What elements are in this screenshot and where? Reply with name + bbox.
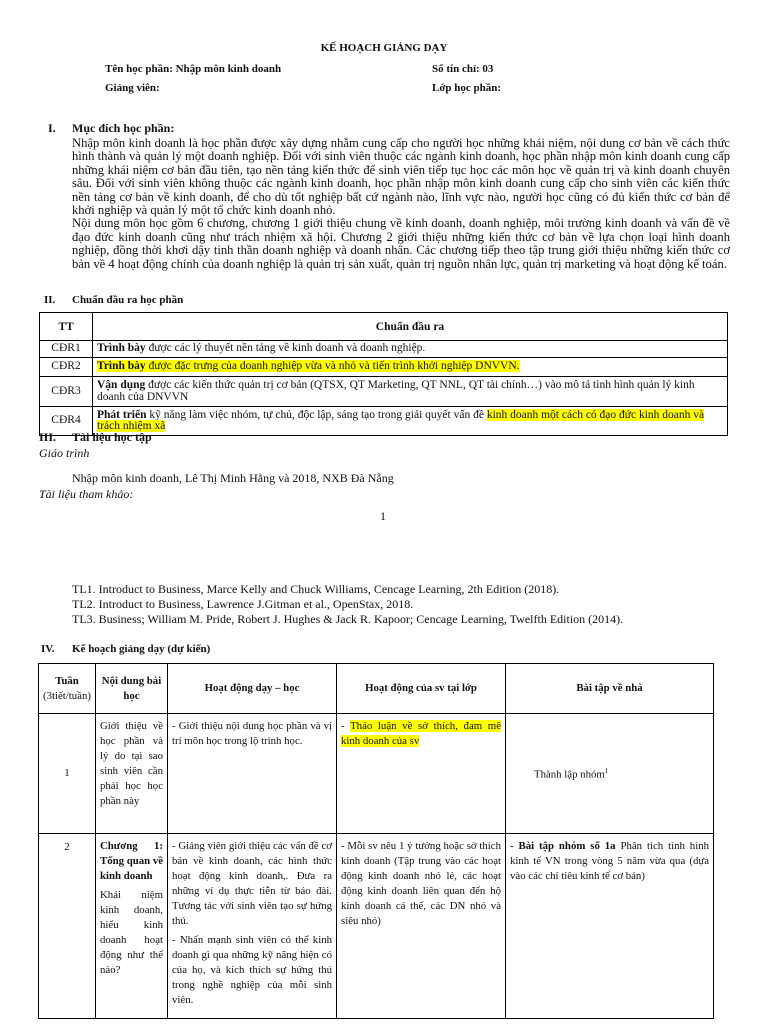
outcome-code: CĐR4	[40, 407, 93, 436]
teaching-item: - Nhấn mạnh sinh viên có thể kinh doanh gì qua những kỹ năng hiện có của họ, và kích thích sự hứng thú trong nghề nghiệp của mỗi sinh viên.	[172, 934, 332, 1006]
chapter-title: Chương 1: Tổng quan về kinh doanh	[100, 840, 164, 882]
outcome-code: CĐR1	[40, 341, 93, 358]
homework	[506, 714, 714, 834]
page-number: 1	[380, 509, 386, 523]
lesson-content	[96, 834, 168, 1019]
outcome-row	[40, 377, 728, 407]
outcome-code: CĐR3	[40, 377, 93, 407]
teaching-item: - Giới thiệu nội dung học phần và vị trí môn học trong lộ trình học.	[172, 720, 332, 747]
outcome-text	[93, 341, 728, 358]
week-number: 1	[39, 714, 96, 834]
section-1-number: I.	[48, 121, 56, 135]
class-section: Lớp học phần:	[432, 82, 502, 94]
header-homework: Bài tập về nhà	[506, 664, 714, 714]
course-name: Tên học phần: Nhập môn kinh doanh	[105, 63, 282, 75]
section-3-number: III.	[39, 430, 57, 444]
homework-text: Thành lập nhóm	[534, 768, 605, 781]
outcome-highlight	[97, 360, 520, 372]
credits: Số tín chỉ: 03	[432, 63, 494, 75]
reference-item: TL2. Introduct to Business, Lawrence J.Gitman et al., OpenStax, 2018.	[72, 597, 414, 611]
outcome-highlight: kinh doanh một cách có đạo đức kinh doanh và trách nhiệm xã	[97, 408, 705, 432]
student-activity-text: - Mỗi sv nêu 1 ý tưởng hoặc sở thích kinh doanh (Tập trung vào các hoạt động kinh doanh nhỏ lẻ, các hoạt động kinh doanh liên quan đến hộ kinh doanh cá thể, các DN nhỏ và siêu nhỏ)	[341, 840, 501, 927]
lesson-description: Giới thiệu về học phần và lý do tại sao sinh viên cần phải học học phần này	[100, 720, 163, 807]
outcome-code: CĐR2	[40, 358, 93, 377]
section-2-number: II.	[44, 294, 56, 306]
learning-outcomes-table	[39, 312, 728, 436]
section-1-body	[72, 137, 730, 271]
section-2-title: Chuẩn đầu ra học phần	[72, 294, 184, 306]
outcome-verb: Phát triển	[97, 408, 147, 421]
homework-title: - Bài tập nhóm số 1a	[510, 840, 616, 852]
student-activity-text: Thảo luận về sở thích, đam mê kinh doanh của sv	[341, 720, 502, 747]
header-tt: TT	[40, 313, 93, 341]
outcome-row	[40, 341, 728, 358]
lesson-content	[96, 714, 168, 834]
outcome-desc: được các kiến thức quản trị cơ bản (QTSX, QT Marketing, QT NNL, QT tài chính…) vào mô tả tình hình quản lý kinh doanh của DNVVN	[97, 379, 695, 403]
outcome-verb: Trình bày	[97, 360, 146, 373]
student-prefix: -	[341, 720, 351, 732]
student-activity	[337, 714, 506, 834]
references-label: Tài liệu tham khảo:	[39, 487, 134, 501]
header-week-sub: (3tiết/tuần)	[43, 689, 91, 702]
outcome-verb: Trình bày	[97, 342, 146, 355]
homework	[506, 834, 714, 1019]
reference-item: TL1. Introduct to Business, Marce Kelly and Chuck Williams, Cencage Learning, 2th Edition (2018).	[72, 582, 560, 596]
header-week	[39, 664, 96, 714]
table-header-row	[40, 313, 728, 341]
week-number: 2	[39, 834, 96, 1019]
lecturer: Giảng viên:	[105, 82, 160, 94]
section-1-title: Mục đích học phần:	[72, 121, 175, 135]
lesson-description: Khái niệm kinh doanh, hiểu kinh doanh hoạt động như thế nào?	[100, 889, 163, 976]
outcome-desc: kỹ năng làm việc nhóm, tự chủ, độc lập, sáng tạo trong giải quyết vấn đề	[146, 408, 487, 421]
header-week-label: Tuần	[55, 674, 79, 687]
reference-list	[72, 582, 623, 627]
purpose-paragraph-2: Nội dung môn học gồm 6 chương, chương 1 giới thiệu chung về kinh doanh, doanh nghiệp, môi trường kinh doanh và vấn đề về đạo đức kinh doanh cũng như trách nhiệm xã hội. Chương 2 giới thiệu những kiến thức cơ bản về lựa chọn loại hình doanh nghiệp, đồng thời khơi dậy tinh thần doanh nghiệp và doanh nhân. Các chương tiếp theo tập trung giới thiệu những kiến thức cơ bản về 4 hoạt động chính của doanh nghiệp là quản trị sản xuất, quản trị nguồn nhân lực, quản trị marketing và hoạt động kế toán.	[72, 216, 730, 271]
header-outcome: Chuẩn đầu ra	[93, 313, 728, 341]
outcome-desc: được các lý thuyết nền tảng về kinh doanh và doanh nghiệp.	[145, 342, 426, 355]
header-teaching: Hoạt động dạy – học	[168, 664, 337, 714]
section-3-title: Tài liệu học tập	[72, 430, 152, 444]
student-activity	[337, 834, 506, 1019]
teaching-plan-table	[38, 663, 714, 1019]
outcome-desc: được đặc trưng của doanh nghiệp vừa và nhỏ và tiến trình khởi nghiệp DNVVN.	[145, 360, 520, 373]
outcome-row	[40, 358, 728, 377]
outcome-text	[93, 377, 728, 407]
textbook-entry: Nhập môn kinh doanh, Lê Thị Minh Hằng và 2018, NXB Đà Nẵng	[72, 471, 394, 485]
section-4-number: IV.	[41, 643, 55, 655]
outcome-text	[93, 358, 728, 377]
reference-item: TL3. Business; William M. Pride, Robert J. Hughes & Jack R. Kapoor; Cencage Learning, Twelfth Edition (2014).	[72, 612, 624, 626]
header-student: Hoạt động của sv tại lớp	[337, 664, 506, 714]
table-header-row	[39, 664, 714, 714]
teaching-activity	[168, 714, 337, 834]
document-title: KẾ HOẠCH GIẢNG DẠY	[320, 42, 448, 54]
teaching-activity	[168, 834, 337, 1019]
section-4-title: Kế hoạch giảng dạy (dự kiến)	[72, 643, 211, 655]
outcome-verb: Vận dụng	[97, 379, 146, 391]
header-content: Nội dung bài học	[96, 664, 168, 714]
textbook-label: Giáo trình	[39, 446, 90, 460]
table-row	[39, 714, 714, 834]
footnote-marker: 1	[604, 767, 609, 776]
outcome-text	[93, 407, 728, 436]
homework-text: Phân tích tình hình kinh tế VN trong vòng 5 năm vừa qua (dựa vào các chỉ tiêu kinh tế cơ bản)	[510, 840, 709, 882]
table-row	[39, 834, 714, 1019]
teaching-item: - Giảng viên giới thiệu các vấn đề cơ bản về kinh doanh, các hình thức hoạt động kinh doanh,. Đưa ra những ví dụ thực tiễn từ báo đài. Tương tác với sinh viên tạo sự hứng thú.	[172, 840, 332, 927]
purpose-paragraph-1: Nhập môn kinh doanh là học phần được xây dựng nhằm cung cấp cho người học những khái niệm, nội dung cơ bản về cách thức hình thành và quản lý một doanh nghiệp. Đối với sinh viên thuộc các ngành kinh doanh, học phần nhập môn kinh doanh cung cấp những khái niệm cơ bản đầu tiên, tạo nền tảng kiến thức để sinh viên tiếp tục học các môn học về quản trị và kinh doanh chuyên sâu. Đối với sinh viên không thuộc các ngành kinh doanh, học phần nhập môn kinh doanh cung cấp cho sinh viên các kiến thức nền tảng cơ bản về kinh doanh, để cho dù tốt nghiệp bất cứ ngành nào, lĩnh vực nào, người học cũng có đủ kiến thức cơ bản để khởi nghiệp và quản lý một tổ chức kinh doanh nhỏ.	[72, 136, 730, 218]
